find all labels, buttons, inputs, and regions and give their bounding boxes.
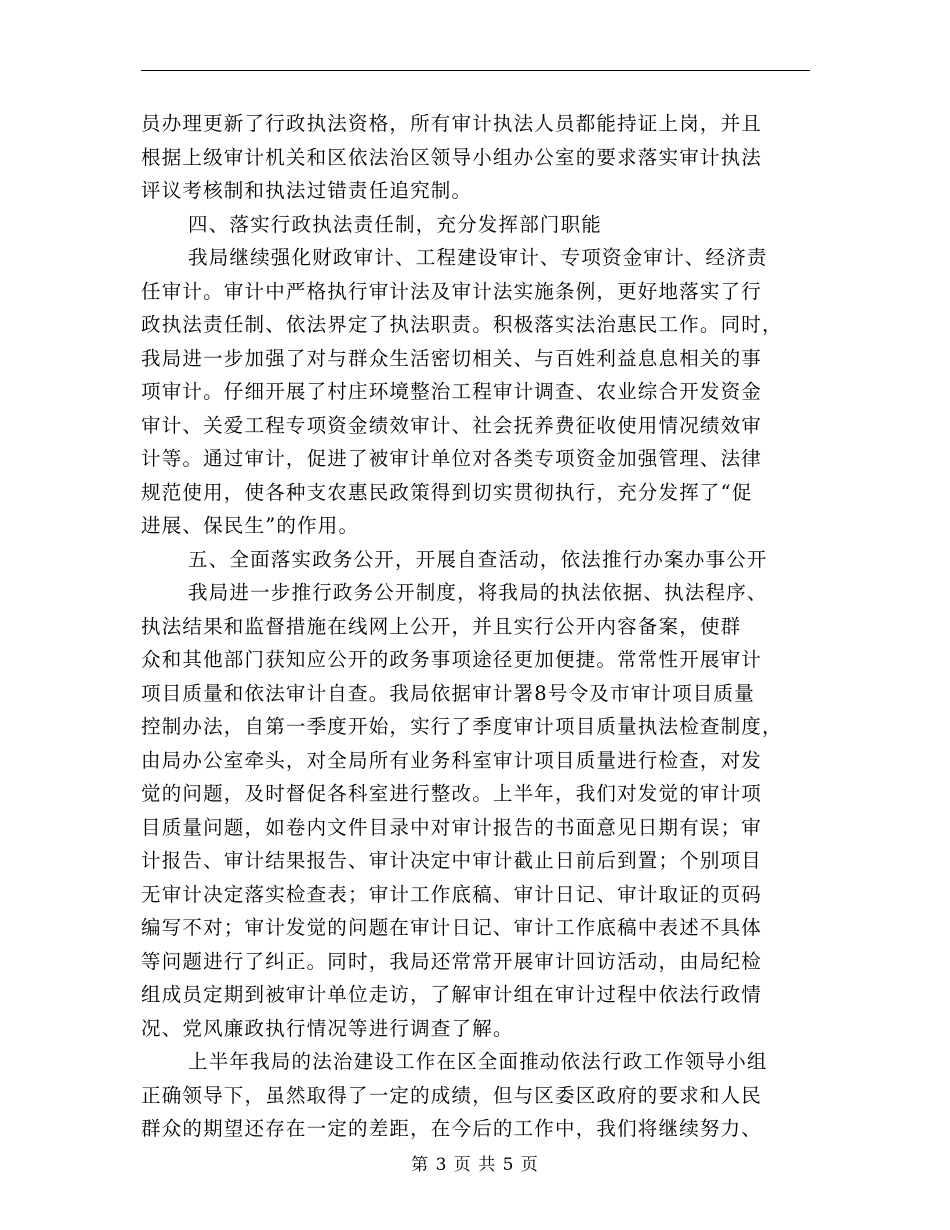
text-line: 目质量问题，如卷内文件目录中对审计报告的书面意见日期有误；审 <box>141 815 763 839</box>
text-line: 政执法责任制、依法界定了执法职责。积极落实法治惠民工作。同时， <box>141 313 783 336</box>
text-line: 上半年我局的法治建设工作在区全面推动依法行政工作领导小组 <box>188 1050 768 1073</box>
text-line: 正确领导下，虽然取得了一定的成绩，但与区委区政府的要求和人民 <box>141 1083 763 1107</box>
text-line: 我局进一步推行政务公开制度，将我局的执法依据、执法程序、 <box>188 581 768 604</box>
text-line: 评议考核制和执法过错责任追究制。 <box>141 179 473 202</box>
text-line: 规范使用，使各种支农惠民政策得到切实贯彻执行，充分发挥了“促 <box>141 480 753 504</box>
text-line: 根据上级审计机关和区依法治区领导小组办公室的要求落实审计执法 <box>141 145 763 169</box>
text-line: 众和其他部门获知应公开的政务事项途径更加便捷。常常性开展审计 <box>141 648 763 671</box>
text-line: 任审计。审计中严格执行审计法及审计法实施条例，更好地落实了行 <box>141 279 763 303</box>
text-line: 审计、关爱工程专项资金绩效审计、社会抚养费征收使用情况绩效审 <box>141 413 763 437</box>
text-line: 员办理更新了行政执法资格，所有审计执法人员都能持证上岗，并且 <box>141 112 763 135</box>
text-line: 四、落实行政执法责任制，充分发挥部门职能 <box>188 212 603 236</box>
text-line: 觉的问题，及时督促各科室进行整改。上半年，我们对发觉的审计项 <box>141 782 763 805</box>
header-rule <box>141 70 810 71</box>
text-line: 组成员定期到被审计单位走访，了解审计组在审计过程中依法行政情 <box>141 983 763 1006</box>
text-line: 进展、保民生”的作用。 <box>141 514 360 537</box>
text-line: 我局进一步加强了对与群众生活密切相关、与百姓利益息息相关的事 <box>141 346 763 370</box>
text-line: 由局办公室牵头，对全局所有业务科室审计项目质量进行检查，对发 <box>141 748 763 772</box>
text-line: 我局继续强化财政审计、工程建设审计、专项资金审计、经济责 <box>188 246 768 269</box>
document-body <box>141 107 811 1146</box>
text-line: 群众的期望还存在一定的差距，在今后的工作中，我们将继续努力、 <box>141 1117 763 1140</box>
text-line: 执法结果和监督措施在线网上公开，并且实行公开内容备案，使群 <box>141 614 742 638</box>
text-line: 计等。通过审计，促进了被审计单位对各类专项资金加强管理、法律 <box>141 447 763 470</box>
text-line: 编写不对；审计发觉的问题在审计日记、审计工作底稿中表述不具体 <box>141 916 763 939</box>
text-line: 计报告、审计结果报告、审计决定中审计截止日前后到置；个别项目 <box>141 849 763 872</box>
page-footer: 第 3 页 共 5 页 <box>411 1155 539 1175</box>
text-line: 无审计决定落实检查表；审计工作底稿、审计日记、审计取证的页码 <box>141 882 763 906</box>
text-line: 五、全面落实政务公开，开展自查活动，依法推行办案办事公开 <box>188 547 768 571</box>
text-line: 项审计。仔细开展了村庄环境整治工程审计调查、农业综合开发资金 <box>141 380 763 403</box>
text-line: 项目质量和依法审计自查。我局依据审计署8号令及市审计项目质量 <box>141 681 755 705</box>
text-line: 况、党风廉政执行情况等进行调查了解。 <box>141 1016 514 1040</box>
text-line: 等问题进行了纠正。同时，我局还常常开展审计回访活动，由局纪检 <box>141 949 763 973</box>
text-line: 控制办法，自第一季度开始，实行了季度审计项目质量执法检查制度， <box>141 715 783 738</box>
